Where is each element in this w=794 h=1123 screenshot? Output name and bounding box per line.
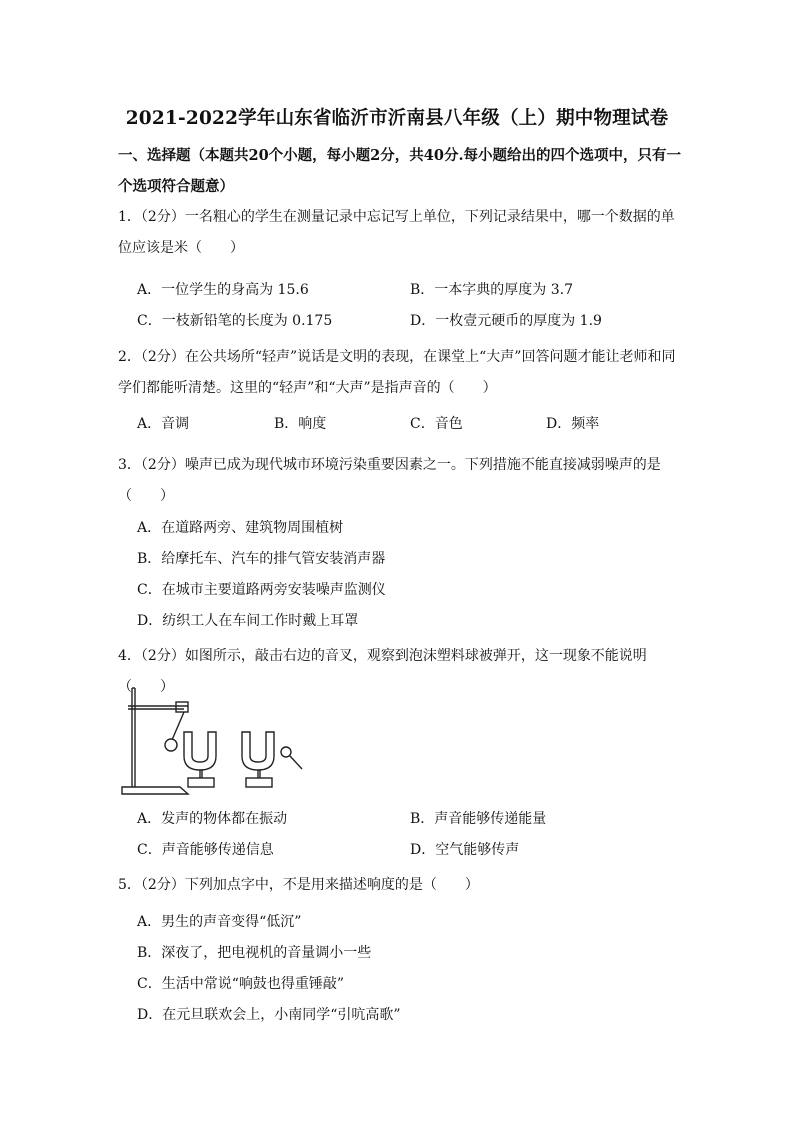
stand-base — [122, 787, 188, 794]
question-3-option-d: D．纺织工人在车间工作时戴上耳罩 — [137, 613, 359, 629]
question-4-option-a: A．发声的物体都在振动 — [137, 811, 288, 827]
left-tuning-fork — [184, 732, 216, 787]
question-1-option-b: B．一本字典的厚度为 3.7 — [410, 282, 574, 298]
question-2-option-b: B．响度 — [274, 416, 327, 432]
question-1-option-c: C．一枝新铅笔的长度为 0.175 — [137, 313, 333, 329]
question-4-option-b: B．声音能够传递能量 — [410, 811, 547, 827]
question-5-option-d: D．在元旦联欢会上，小南同学“引吭高歌” — [137, 1007, 401, 1023]
right-tuning-fork — [242, 732, 274, 787]
question-1-stem: 1．（2分）一名粗心的学生在测量记录中忘记写上单位，下列记录结果中，哪一个数据的单位应该是米（ ） — [118, 209, 675, 256]
question-3-option-c: C．在城市主要道路两旁安装噪声监测仪 — [137, 582, 386, 598]
question-2-option-d: D．频率 — [546, 416, 600, 432]
question-2-option-a: A．音调 — [137, 416, 190, 432]
exam-title: 2021-2022学年山东省临沂市沂南县八年级（上）期中物理试卷 — [125, 108, 669, 129]
question-4-option-d: D．空气能够传声 — [410, 842, 520, 858]
question-3-option-b: B．给摩托车、汽车的排气管安装消声器 — [137, 551, 386, 567]
question-3-option-a: A．在道路两旁、建筑物周围植树 — [137, 520, 344, 536]
question-5-stem: 5．（2分）下列加点字中，不是用来描述响度的是（ ） — [118, 877, 479, 893]
string — [172, 712, 184, 740]
question-4-stem: 4．（2分）如图所示，敲击右边的音叉，观察到泡沫塑料球被弹开，这一现象不能说明（ ） — [118, 648, 647, 695]
question-1-option-d: D．一枚壹元硬币的厚度为 1.9 — [410, 313, 602, 329]
question-1-option-a: A．一位学生的身高为 15.6 — [137, 282, 309, 298]
question-5-option-a: A．男生的声音变得“低沉” — [137, 914, 302, 930]
question-2-option-c: C．音色 — [410, 416, 463, 432]
question-2-stem: 2．（2分）在公共场所“轻声”说话是文明的表现，在课堂上“大声”回答问题才能让老师和同学们都能听清楚。这里的“轻声”和“大声”是指声音的（ ） — [118, 349, 676, 396]
foam-ball — [165, 739, 177, 751]
tuning-fork-figure — [118, 680, 308, 802]
question-3-stem: 3．（2分）噪声已成为现代城市环境污染重要因素之一。下列措施不能直接减弱噪声的是（ ） — [118, 457, 661, 504]
question-4-option-c: C．声音能够传递信息 — [137, 842, 274, 858]
section-heading: 一、选择题（本题共20个小题，每小题2分，共40分.每小题给出的四个选项中，只有一个选项符合题意） — [118, 147, 681, 195]
question-5-option-c: C．生活中常说“响鼓也得重锤敲” — [137, 976, 345, 992]
mallet — [281, 747, 302, 769]
question-5-option-b: B．深夜了，把电视机的音量调小一些 — [137, 945, 372, 961]
